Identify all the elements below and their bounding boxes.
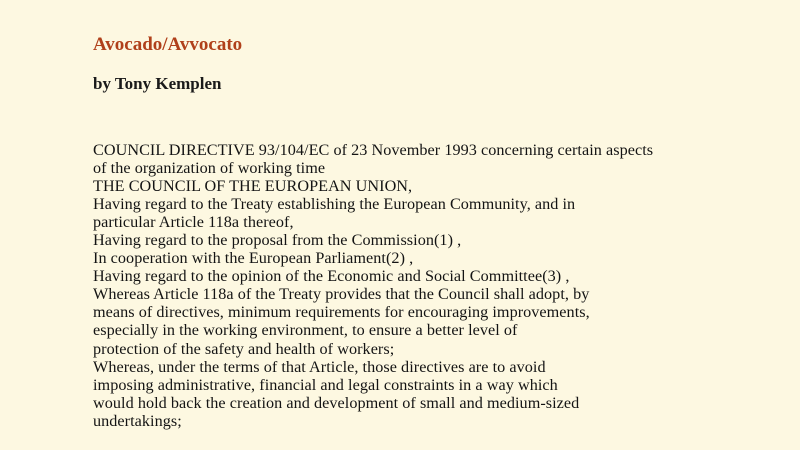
body-line: of the organization of working time	[93, 159, 326, 178]
body-line: Having regard to the Treaty establishing the European Community, and in	[93, 195, 576, 214]
document-title: Avocado/Avvocato	[93, 34, 243, 55]
body-line: Whereas, under the terms of that Article, those directives are to avoid	[93, 357, 546, 376]
body-line: undertakings;	[93, 411, 182, 430]
body-line: especially in the working environment, to ensure a better level of	[93, 321, 518, 340]
body-line: Having regard to the proposal from the Commission(1) ,	[93, 231, 462, 250]
body-line: means of directives, minimum requirements for encouraging improvements,	[93, 303, 590, 322]
body-line: COUNCIL DIRECTIVE 93/104/EC of 23 November 1993 concerning certain aspects	[93, 141, 654, 159]
body-line: Having regard to the opinion of the Economic and Social Committee(3) ,	[93, 267, 570, 286]
document-body	[93, 141, 773, 430]
body-line: Whereas Article 118a of the Treaty provides that the Council shall adopt, by	[93, 285, 590, 304]
body-line: particular Article 118a thereof,	[93, 213, 294, 232]
body-line: would hold back the creation and development of small and medium-sized	[93, 393, 580, 412]
body-line: THE COUNCIL OF THE EUROPEAN UNION,	[93, 177, 413, 196]
body-line: imposing administrative, financial and legal constraints in a way which	[93, 375, 558, 394]
document-page	[93, 33, 773, 430]
body-line: protection of the safety and health of workers;	[93, 339, 395, 358]
document-byline: by Tony Kemplen	[93, 74, 222, 93]
body-line: In cooperation with the European Parliament(2) ,	[93, 249, 414, 268]
